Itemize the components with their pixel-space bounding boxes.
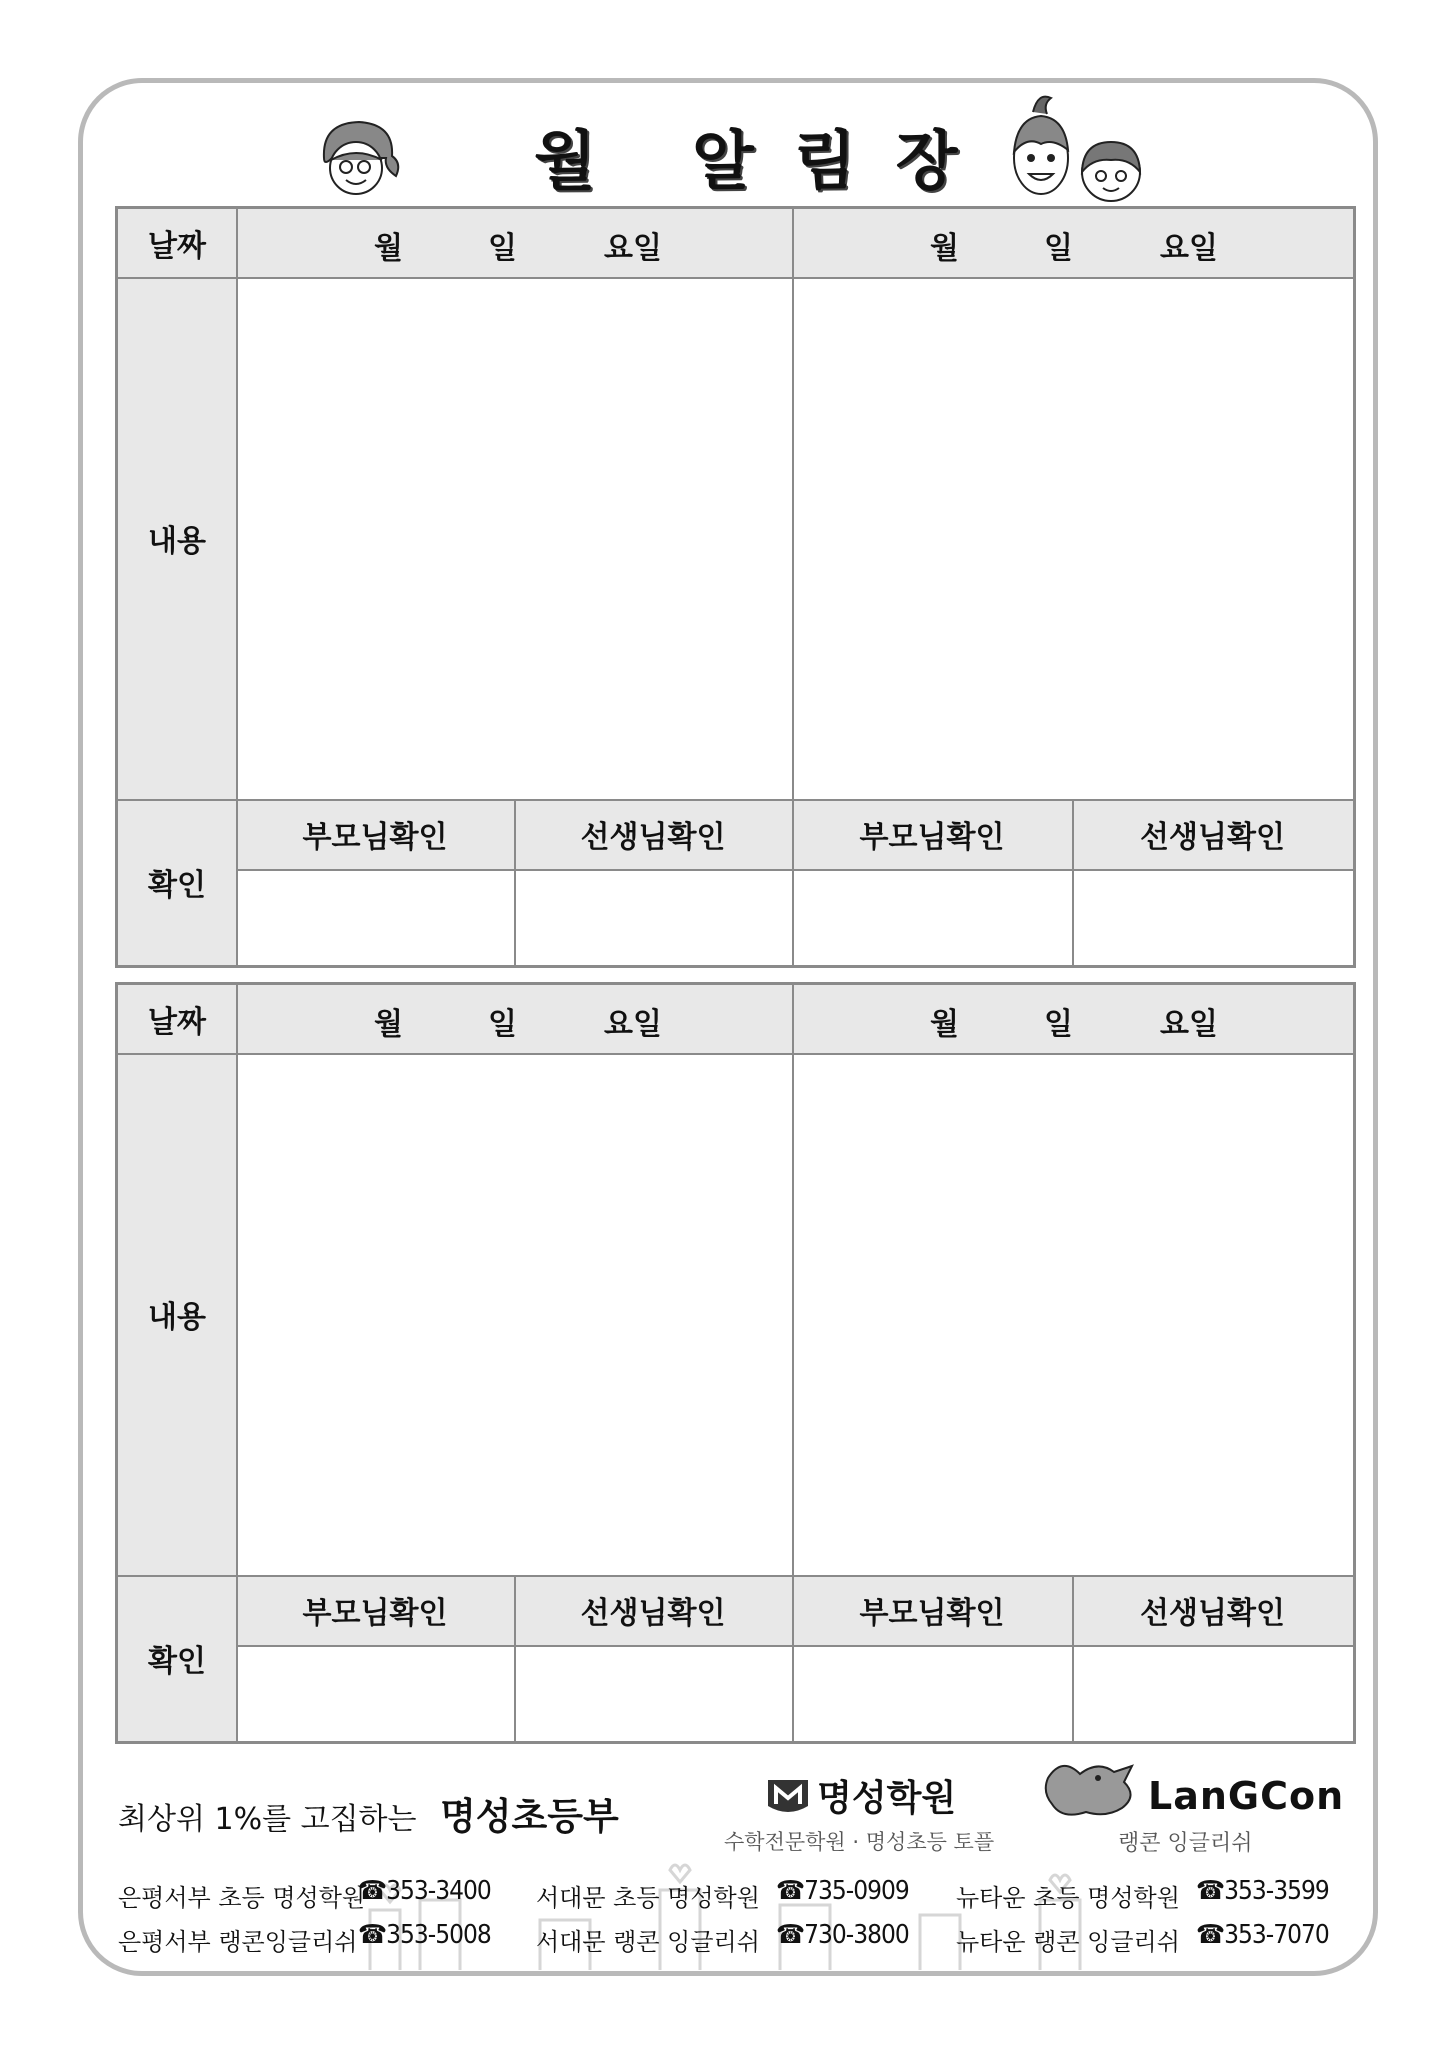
- divider: [1072, 1575, 1074, 1741]
- boy-face-icon: [1003, 92, 1083, 202]
- content-area[interactable]: [238, 1055, 791, 1573]
- divider: [118, 277, 1353, 279]
- langcon-dragon-logo-icon: [1042, 1756, 1142, 1824]
- weekday-field[interactable]: 요일: [604, 1007, 662, 1042]
- day-field[interactable]: 일: [1044, 1007, 1073, 1042]
- teacher-signature-box[interactable]: [1074, 871, 1351, 963]
- divider: [1072, 799, 1074, 965]
- divider: [514, 799, 516, 965]
- teacher-signature-box[interactable]: [516, 871, 790, 963]
- divider: [514, 1575, 516, 1741]
- notice-section-2: [115, 982, 1356, 1744]
- girl-face-2-icon: [1075, 136, 1147, 204]
- month-field[interactable]: 월: [374, 1007, 403, 1042]
- weekday-field[interactable]: 요일: [604, 231, 662, 266]
- logo1-subtitle: 수학전문학원 · 명성초등 토플: [724, 1830, 995, 1854]
- logo2-subtitle: 랭콘 잉글리쉬: [1118, 1831, 1253, 1856]
- parent-confirm-header: 부모님확인: [859, 1596, 1005, 1631]
- slogan: [118, 1786, 619, 1840]
- page-title: 알림장: [692, 125, 998, 199]
- month-field[interactable]: 월: [374, 231, 403, 266]
- title-month-word: 월: [534, 125, 598, 199]
- day-field[interactable]: 일: [488, 1007, 517, 1042]
- month-field[interactable]: 월: [930, 231, 959, 266]
- parent-signature-box[interactable]: [238, 1647, 512, 1739]
- myungsung-m-logo-icon: [764, 1776, 812, 1816]
- divider: [236, 209, 238, 965]
- parent-confirm-header: 부모님확인: [302, 820, 448, 855]
- parent-confirm-header: 부모님확인: [859, 820, 1005, 855]
- day-field[interactable]: 일: [1044, 231, 1073, 266]
- logo1-name: 명성학원: [817, 1778, 957, 1819]
- teacher-confirm-header: 선생님확인: [1140, 820, 1285, 855]
- divider: [792, 209, 794, 965]
- contact-name: 은평서부 랭콘잉글리쉬: [118, 1928, 358, 1956]
- contact-phone[interactable]: ☎353-3400: [358, 1876, 491, 1906]
- notice-section-1: [115, 206, 1356, 968]
- divider: [236, 869, 1353, 871]
- divider: [118, 1575, 1353, 1577]
- teacher-signature-box[interactable]: [1074, 1647, 1351, 1739]
- content-label: 내용: [148, 1300, 206, 1335]
- teacher-confirm-header: 선생님확인: [580, 1596, 726, 1631]
- slogan-prefix: 최상위 1%를 고집하는: [118, 1802, 417, 1837]
- confirm-label: 확인: [148, 1644, 206, 1679]
- teacher-confirm-header: 선생님확인: [1140, 1596, 1285, 1631]
- parent-signature-box[interactable]: [794, 871, 1070, 963]
- girl-face-icon: [314, 118, 404, 203]
- date-label: 날짜: [148, 229, 206, 264]
- header: [0, 110, 1456, 200]
- weekday-field[interactable]: 요일: [1160, 231, 1218, 266]
- logo2-name: LanGCon: [1148, 1774, 1345, 1818]
- divider: [792, 985, 794, 1741]
- contact-phone[interactable]: ☎735-0909: [776, 1876, 909, 1906]
- weekday-field[interactable]: 요일: [1160, 1007, 1218, 1042]
- parent-signature-box[interactable]: [794, 1647, 1070, 1739]
- contact-name: 뉴타운 랭콘 잉글리쉬: [956, 1928, 1180, 1956]
- content-area[interactable]: [238, 279, 791, 797]
- date-label: 날짜: [148, 1005, 206, 1040]
- divider: [118, 1053, 1353, 1055]
- divider: [236, 985, 238, 1741]
- divider: [118, 799, 1353, 801]
- content-label: 내용: [148, 524, 206, 559]
- divider: [236, 1645, 1353, 1647]
- contact-phone[interactable]: ☎730-3800: [776, 1920, 909, 1950]
- contact-name: 뉴타운 초등 명성학원: [956, 1884, 1180, 1912]
- contact-name: 서대문 초등 명성학원: [536, 1884, 760, 1912]
- confirm-label: 확인: [148, 868, 206, 903]
- contact-name: 서대문 랭콘 잉글리쉬: [536, 1928, 760, 1956]
- myungsung-logo: [764, 1770, 956, 1821]
- parent-confirm-header: 부모님확인: [302, 1596, 448, 1631]
- parent-signature-box[interactable]: [238, 871, 512, 963]
- teacher-signature-box[interactable]: [516, 1647, 790, 1739]
- contact-phone[interactable]: ☎353-3599: [1196, 1876, 1329, 1906]
- contact-phone[interactable]: ☎353-7070: [1196, 1920, 1329, 1950]
- day-field[interactable]: 일: [488, 231, 517, 266]
- contact-name: 은평서부 초등 명성학원: [118, 1884, 366, 1912]
- slogan-brand: 명성초등부: [440, 1795, 619, 1838]
- content-area[interactable]: [794, 1055, 1351, 1573]
- contact-phone[interactable]: ☎353-5008: [358, 1920, 491, 1950]
- month-field[interactable]: 월: [930, 1007, 959, 1042]
- teacher-confirm-header: 선생님확인: [580, 820, 726, 855]
- content-area[interactable]: [794, 279, 1351, 797]
